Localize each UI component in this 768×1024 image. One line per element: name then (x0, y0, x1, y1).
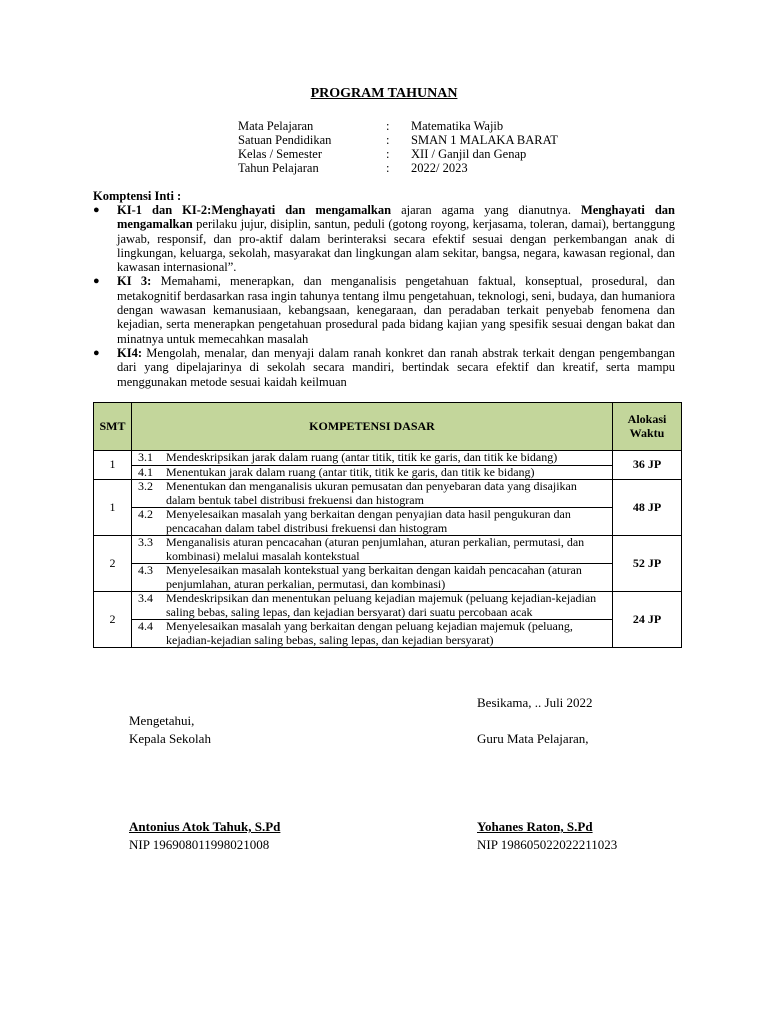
kd-number: 3.4 (138, 591, 153, 605)
meta-colon: : (386, 119, 390, 133)
alokasi-cell: 52 JP (613, 536, 682, 592)
header-alokasi: Alokasi Waktu (613, 403, 682, 451)
kd-number: 3.3 (138, 535, 153, 549)
kd-number: 4.2 (138, 507, 153, 521)
ki-bold-text: KI-1 dan KI-2:Menghayati dan mengamalkan (117, 203, 392, 217)
table-row (94, 536, 682, 564)
alokasi-cell: 48 JP (613, 480, 682, 536)
meta-value: XII / Ganjil dan Genap (411, 147, 527, 161)
smt-cell: 2 (94, 592, 132, 648)
kd-cell (132, 451, 613, 466)
alokasi-cell: 36 JP (613, 451, 682, 480)
meta-colon: : (386, 133, 390, 147)
meta-value: 2022/ 2023 (411, 161, 468, 175)
smt-cell: 1 (94, 451, 132, 480)
table-row (94, 620, 682, 648)
kd-text: Mendeskripsikan dan menentukan peluang kejadian majemuk (peluang kejadian-kejadian saling bebas, saling lepas, dan kejadian bersyarat) dari suatu percobaan acak (166, 591, 597, 619)
kd-cell (132, 508, 613, 536)
kd-number: 3.2 (138, 479, 153, 493)
kd-cell (132, 465, 613, 480)
smt-cell: 2 (94, 536, 132, 592)
meta-value: SMAN 1 MALAKA BARAT (411, 133, 558, 147)
kd-text: Menyelesaikan masalah yang berkaitan dengan penyajian data hasil pengukuran dan pencacahan dalam tabel distribusi frekuensi dan histogram (166, 507, 571, 535)
kd-text: Mendeskripsikan jarak dalam ruang (antar titik, titik ke garis, dan titik ke bidang) (166, 450, 558, 464)
kd-text: Menyelesaikan masalah yang berkaitan dengan peluang kejadian majemuk (peluang, kejadian-kejadian saling bebas, saling lepas, dan kejadian bersyarat) (166, 619, 573, 647)
ki-bold-text: Menghayati dan mengamalkan (117, 203, 675, 232)
kd-text: Menganalisis aturan pencacahan (aturan penjumlahan, aturan perkalian, permutasi, dan kombinasi) melalui masalah kontekstual (166, 535, 585, 563)
meta-label: Satuan Pendidikan (238, 133, 332, 147)
meta-label: Mata Pelajaran (238, 119, 314, 133)
bullet-icon: ● (93, 204, 100, 216)
kd-text: Menentukan jarak dalam ruang (antar titik, titik ke garis, dan titik ke bidang) (166, 464, 535, 479)
ki-text: Memahami, menerapkan, dan menganalisis pengetahuan faktual, konseptual, prosedural, dan metakognitif berdasarkan rasa ingin tahunya tentang ilmu pengetahuan, teknologi, seni, budaya, dan humaniora dengan wawasan kemanusiaan, kebangsaan, kenegaraan, dan peradaban terkait penyebab fenomena dan kejadian, serta menerapkan pengetahuan prosedural pada bidang kajian yang spesifik sesuai dengan bakat dan minatnya untuk memecahkan masalah (117, 274, 676, 346)
acknowledged-label: Mengetahui, (129, 713, 195, 728)
ki-bold-text: KI4: (117, 345, 142, 360)
ki-item (93, 274, 675, 345)
table-row (94, 564, 682, 592)
teacher-title: Guru Mata Pelajaran, (477, 731, 589, 746)
kd-cell (132, 480, 613, 508)
meta-row-subject (238, 119, 558, 133)
table-row (94, 465, 682, 480)
ki-text: ajaran agama yang dianutnya. (391, 203, 581, 217)
bullet-icon: ● (93, 275, 100, 288)
table-row (94, 592, 682, 620)
ki-heading: Komptensi Inti : (93, 189, 182, 203)
kd-number: 4.4 (138, 619, 153, 633)
kd-cell (132, 592, 613, 620)
table-row (94, 508, 682, 536)
kd-cell (132, 620, 613, 648)
kd-cell (132, 564, 613, 592)
alokasi-cell: 24 JP (613, 592, 682, 648)
table-row (94, 451, 682, 466)
kd-number: 3.1 (138, 450, 153, 464)
identity-table (238, 119, 558, 175)
ki-item (93, 346, 675, 389)
meta-colon: : (386, 147, 390, 161)
ki-list (93, 203, 675, 389)
kd-cell (132, 536, 613, 564)
table-row (94, 480, 682, 508)
ki-bold-text: KI 3: (117, 274, 152, 289)
meta-row-class (238, 147, 558, 161)
header-smt: SMT (94, 403, 132, 451)
teacher-name: Yohanes Raton, S.Pd (477, 819, 593, 834)
table-header-row (94, 403, 682, 451)
smt-cell: 1 (94, 480, 132, 536)
place-date: Besikama, .. Juli 2022 (477, 695, 593, 710)
teacher-nip: NIP 198605022022211023 (477, 837, 618, 852)
meta-value: Matematika Wajib (411, 119, 504, 133)
meta-row-school (238, 133, 558, 147)
kd-number: 4.3 (138, 563, 153, 577)
meta-colon: : (386, 161, 390, 175)
principal-nip: NIP 196908011998021008 (129, 837, 270, 852)
meta-label: Kelas / Semester (238, 147, 323, 161)
kd-number: 4.1 (138, 464, 153, 479)
principal-title: Kepala Sekolah (129, 731, 211, 746)
bullet-icon: ● (93, 346, 100, 359)
principal-name: Antonius Atok Tahuk, S.Pd (129, 819, 281, 834)
ki-text: perilaku jujur, disiplin, santun, peduli (gotong royong, kerjasama, toleran, damai), bertanggung jawab, responsif, dan pro-aktif dalam berinteraksi secara efektif sesuai dengan perkembangan anak di lingkungan, keluarga, sekolah, masyarakat dan lingkungan alam sekitar, bangsa, negara, kawasan regional, dan kawasan internasional”. (117, 217, 675, 275)
kompetensi-dasar-table (93, 402, 682, 648)
kd-text: Menyelesaikan masalah kontekstual yang berkaitan dengan kaidah pencacahan (aturan penjumlahan, aturan perkalian, permutasi, dan kombinasi) (166, 563, 582, 591)
header-kd: KOMPETENSI DASAR (132, 403, 613, 451)
meta-row-year (238, 161, 558, 175)
ki-item (93, 203, 675, 274)
kd-text: Menentukan dan menganalisis ukuran pemusatan dan penyebaran data yang disajikan dalam bentuk tabel distribusi frekuensi dan histogram (166, 479, 577, 507)
document-title: PROGRAM TAHUNAN (310, 86, 458, 101)
meta-label: Tahun Pelajaran (238, 161, 319, 175)
ki-text: Mengolah, menalar, dan menyaji dalam ranah konkret dan ranah abstrak terkait dengan pengembangan dari yang dipelajarinya di sekolah secara mandiri, bertindak secara efektif dan kreatif, serta mampu menggunakan metode sesuai kaidah keilmuan (117, 345, 675, 389)
